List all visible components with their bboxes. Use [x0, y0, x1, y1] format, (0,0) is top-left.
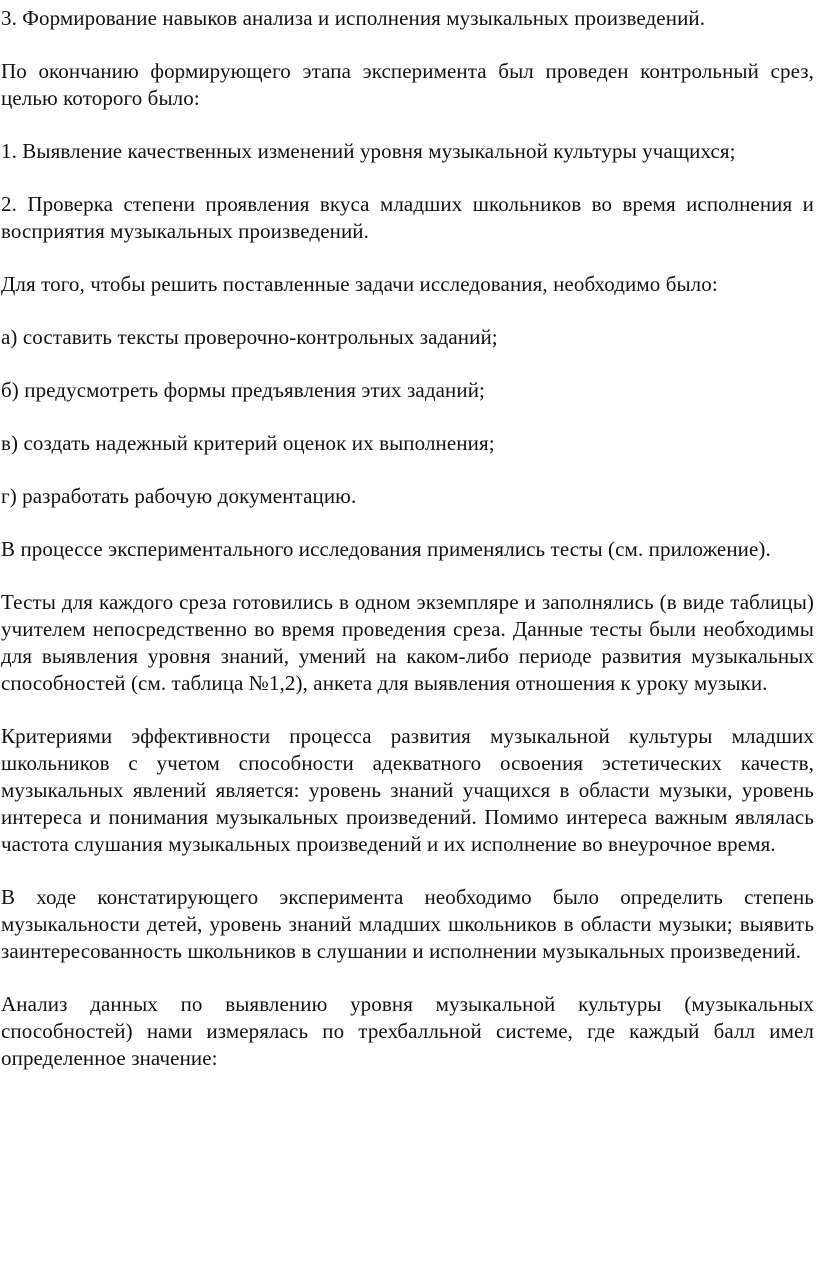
paragraph-experiment: В ходе констатирующего эксперимента необходимо было определить степень музыкальности детей, уровень знаний младших школьников в области музыки; выявить заинтересованность школьников в слушании и исполнении музыкальных произведений. — [1, 885, 814, 963]
task-item-v: в) создать надежный критерий оценок их выполнения; — [1, 431, 495, 455]
task-item-a: а) составить тексты проверочно-контрольных заданий; — [1, 325, 498, 349]
task-item-b: б) предусмотреть формы предъявления этих заданий; — [1, 378, 485, 402]
paragraph-tests: В процессе экспериментального исследования применялись тесты (см. приложение). — [1, 537, 771, 561]
paragraph-intro: По окончанию формирующего этапа эксперимента был проведен контрольный срез, целью которого было: — [1, 59, 814, 110]
task-item-g: г) разработать рабочую документацию. — [1, 484, 357, 508]
paragraph-tasks: Для того, чтобы решить поставленные задачи исследования, необходимо было: — [1, 272, 718, 296]
paragraph-test-details: Тесты для каждого среза готовились в одном экземпляре и заполнялись (в виде таблицы) учителем непосредственно во время проведения среза. Данные тесты были необходимы для выявления уровня знаний, умений на каком-либо периоде развития музыкальных способностей (см. таблица №1,2), анкета для выявления отношения к уроку музыки. — [1, 590, 814, 695]
section-heading: 3. Формирование навыков анализа и исполнения музыкальных произведений. — [1, 6, 706, 30]
paragraph-criteria: Критериями эффективности процесса развития музыкальной культуры младших школьников с учетом способности адекватного освоения эстетических качеств, музыкальных явлений является: уровень знаний учащихся в области музыки, уровень интереса и понимания музыкальных произведений. Помимо интереса важным являлась частота слушания музыкальных произведений и их исполнение во внеурочное время. — [1, 724, 814, 856]
goal-item-1: 1. Выявление качественных изменений уровня музыкальной культуры учащихся; — [1, 139, 736, 163]
paragraph-analysis: Анализ данных по выявлению уровня музыкальной культуры (музыкальных способностей) нами измерялась по трехбалльной системе, где каждый балл имел определенное значение: — [1, 992, 814, 1070]
goal-item-2: 2. Проверка степени проявления вкуса младших школьников во время исполнения и восприятия музыкальных произведений. — [1, 192, 814, 243]
